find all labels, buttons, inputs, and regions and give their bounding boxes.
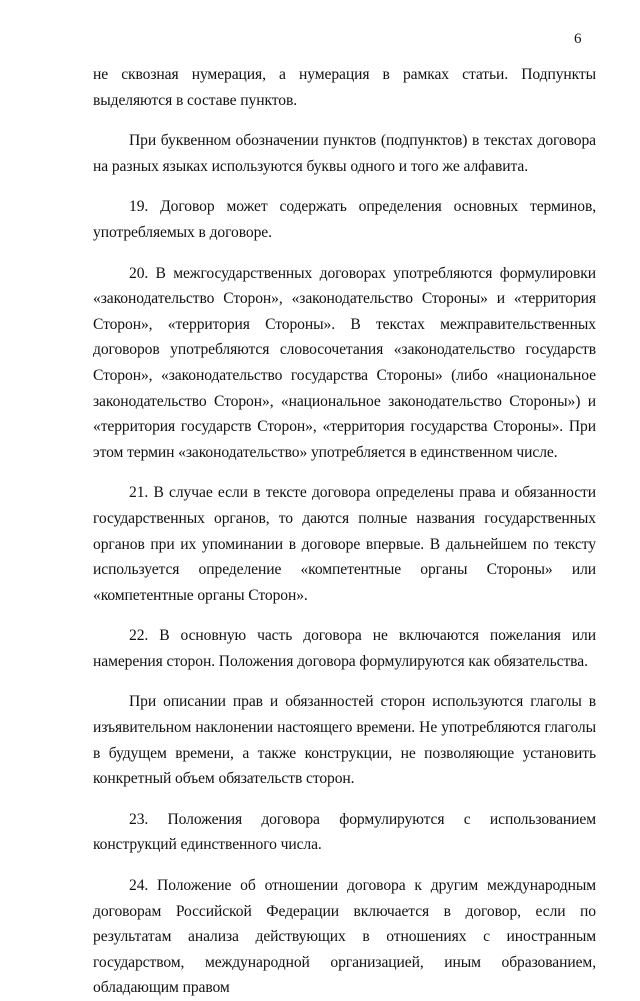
page-number: 6 <box>574 31 582 47</box>
document-body <box>93 62 596 1001</box>
paragraph-24: 24. Положение об отношении договора к другим международным договорам Российской Федерации включается в договор, если по результатам анализа действующих в отношениях с иностранным государством, международной организацией, иным образованием, обладающим правом <box>93 877 596 997</box>
paragraph-19: 19. Договор может содержать определения основных терминов, употребляемых в договоре. <box>93 198 596 241</box>
paragraph-20: 20. В межгосударственных договорах употребляются формулировки «законодательство Сторон», «законодательство Стороны» и «территория Сторон», «территория Стороны». В текстах межправительственных договоров употребляются словосочетания «законодательство государств Сторон», «законодательство государства Стороны» (либо «национальное законодательство Сторон», «национальное законодательство Стороны») и «территория государств Сторон», «территория государства Стороны». При этом термин «законодательство» употребляется в единственном числе. <box>93 264 596 461</box>
paragraph-23: 23. Положения договора формулируются с использованием конструкций единственного числа. <box>93 810 596 854</box>
paragraph-continuation: не сквозная нумерация, а нумерация в рамках статьи. Подпункты выделяются в составе пунктов. <box>93 66 596 109</box>
paragraph-22-rights: При описании прав и обязанностей сторон используются глаголы в изъявительном наклонении настоящего времени. Не употребляются глаголы в будущем времени, а также конструкции, не позволяющие установить конкретный объем обязательств сторон. <box>93 693 596 788</box>
paragraph-letter-designation: При буквенном обозначении пунктов (подпунктов) в текстах договора на разных языках используются буквы одного и того же алфавита. <box>93 132 596 175</box>
paragraph-22: 22. В основную часть договора не включаются пожелания или намерения сторон. Положения договора формулируются как обязательства. <box>93 627 596 670</box>
paragraph-21: 21. В случае если в тексте договора определены права и обязанности государственных органов, то даются полные названия государственных органов при их упоминании в договоре впервые. В дальнейшем по тексту используется определение «компетентные органы Стороны» или «компетентные органы Сторон». <box>93 484 596 604</box>
